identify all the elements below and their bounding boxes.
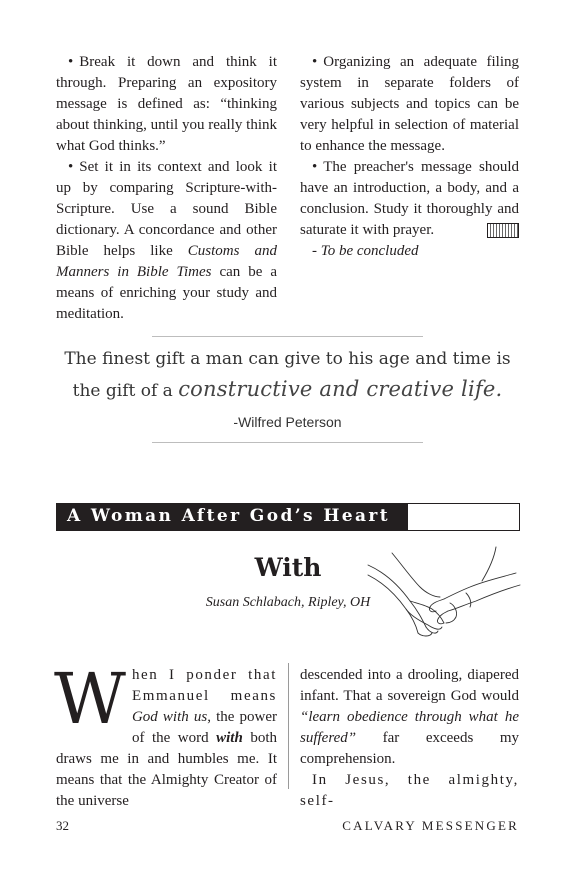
- article-byline: Susan Schlabach, Ripley, OH: [205, 595, 371, 610]
- column-divider: [288, 663, 289, 789]
- paragraph-filing-system: • Organizing an adequate filing system in separate folders of various subjects and topics can be very helpful in selection of material to enhance the message.: [300, 52, 519, 157]
- quote-line-1: The finest gift a man can give to his age and time is: [64, 349, 511, 369]
- quote-line-2-start: the gift of a: [72, 381, 179, 401]
- holding-hands-illustration-icon: [366, 545, 522, 641]
- context-text-end: can be a means of enriching your study and meditation.: [56, 264, 277, 322]
- end-of-article-mark-icon: [487, 223, 519, 238]
- quote-top-rule: [152, 336, 423, 337]
- top-right-column: [300, 52, 519, 262]
- article-text-1: hen I ponder that Emmanuel means: [131, 667, 277, 704]
- page-number: 32: [56, 818, 69, 833]
- bottom-right-column: [300, 665, 519, 812]
- quote-author: -Wilfred Peterson: [233, 414, 342, 430]
- article-continued-paragraph: [300, 665, 519, 770]
- to-be-concluded: - To be concluded: [312, 243, 419, 259]
- book-title: Customs and Manners in Bible Times: [56, 243, 277, 280]
- article-next-paragraph: In Jesus, the almighty, self-: [300, 772, 519, 809]
- article-bold-italic: with: [216, 730, 243, 746]
- article-text-2: , the power of the word: [131, 709, 277, 746]
- article-text-3: both draws me in and humbles me. It means that the Almighty Creator of the universe: [56, 730, 277, 809]
- section-title: A Woman After God’s Heart: [67, 506, 391, 526]
- magazine-name: CALVARY MESSENGER: [342, 818, 519, 833]
- article-quote-italic: “learn obedience through what he suffered”: [300, 709, 519, 746]
- article-italic-1: God with us: [131, 709, 208, 725]
- paragraph-context: [56, 157, 277, 325]
- article-text-4: descended into a drooling, diapered infant. That a sovereign God would: [300, 667, 519, 704]
- top-left-column: [56, 52, 277, 325]
- message-structure-text: The preacher's message should have an introduction, a body, and a conclusion. Study it thoroughly and saturate it with prayer.: [300, 159, 519, 238]
- article-title: With: [254, 553, 322, 582]
- drop-cap: W: [54, 658, 126, 740]
- quote-script-text: constructive and creative life.: [178, 377, 503, 401]
- section-banner: [56, 503, 520, 531]
- context-text-start: Set it in its context and look it up by comparing Scripture-with-Scripture. Use a sound Bible dictionary. A concordance and other Bible helps like: [56, 159, 277, 259]
- bottom-left-column: [54, 658, 277, 812]
- quote-bottom-rule: [152, 442, 423, 443]
- article-opening-paragraph: [54, 658, 277, 812]
- article-text-5: far exceeds my comprehension.: [300, 730, 519, 767]
- paragraph-break-it-down: • Break it down and think it through. Preparing an expository message is defined as: “thinking about thinking, until you really think what God thinks.”: [56, 52, 277, 157]
- quote-line-2: [40, 377, 535, 401]
- paragraph-message-structure: [300, 157, 519, 241]
